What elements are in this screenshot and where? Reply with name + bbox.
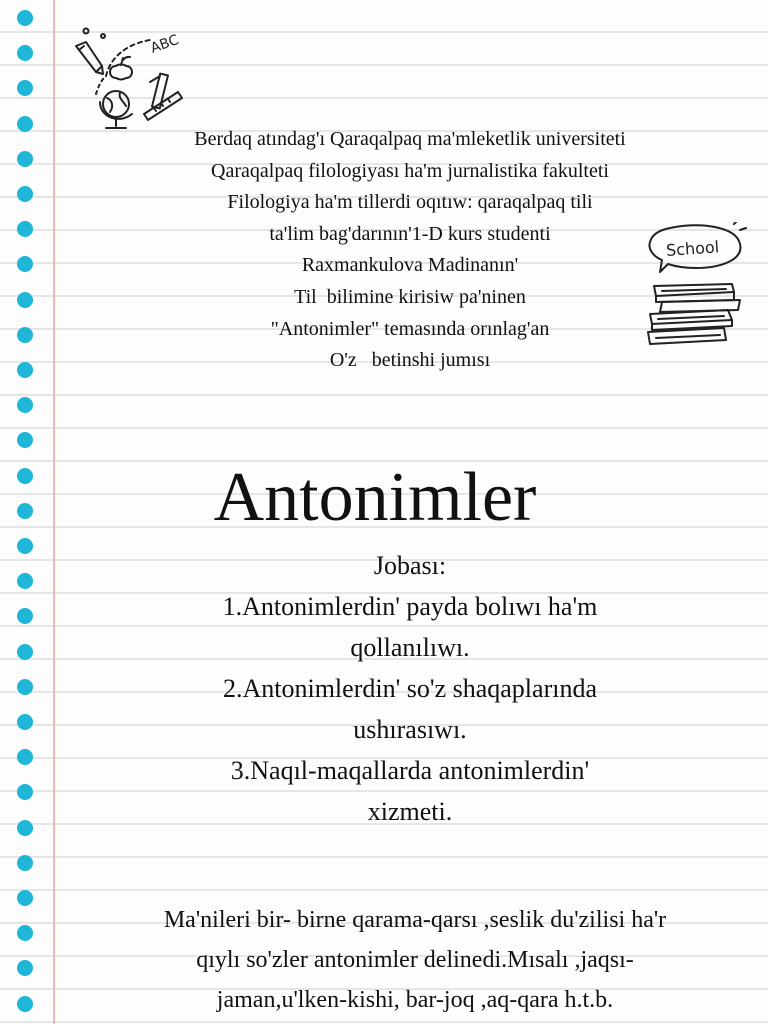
binding-hole	[17, 292, 33, 308]
binding-hole	[17, 538, 33, 554]
binding-hole	[17, 925, 33, 941]
binding-holes	[17, 0, 37, 1024]
header-line: Filologiya ha'm tillerdi oqıtıw: qaraqalpaq tili	[227, 191, 593, 214]
header-block	[110, 124, 710, 377]
globe-icon	[100, 91, 132, 128]
body-line: Ma'nileri bir- birne qarama-qarsı ,seslik du'zilisi ha'r	[163, 907, 667, 933]
binding-hole	[17, 362, 33, 378]
school-label: School	[665, 237, 720, 260]
binding-hole	[17, 432, 33, 448]
header-line: Til bilimine kirisiw pa'ninen	[294, 285, 526, 308]
page-title: Antonimler	[213, 459, 537, 536]
plan-heading: Jobası:	[373, 551, 447, 580]
ruler-icon	[144, 74, 182, 120]
binding-hole	[17, 714, 33, 730]
binding-hole	[17, 397, 33, 413]
plan-line: qollanılıwı.	[350, 633, 470, 662]
binding-hole	[17, 327, 33, 343]
header-line: "Antonimler" temasında orınlag'an	[270, 317, 550, 340]
binding-hole	[17, 503, 33, 519]
binding-hole	[17, 186, 33, 202]
binding-hole	[17, 820, 33, 836]
plan-line: xizmeti.	[367, 797, 453, 826]
binding-hole	[17, 468, 33, 484]
body-line: qıylı so'zler antonimler delinedi.Mısalı ,jaqsı-	[196, 947, 634, 973]
pencil-icon	[76, 42, 103, 74]
binding-hole	[17, 644, 33, 660]
margin-line	[53, 0, 55, 1024]
plan-line: 2.Antonimlerdin' so'z shaqaplarında	[222, 674, 597, 703]
binding-hole	[17, 256, 33, 272]
binding-hole	[17, 749, 33, 765]
binding-hole	[17, 855, 33, 871]
plan-line: 1.Antonimlerdin' payda bolıwı ha'm	[222, 592, 598, 621]
binding-hole	[17, 996, 33, 1012]
binding-hole	[17, 608, 33, 624]
abc-label: ABC	[148, 31, 182, 57]
plan-block	[150, 545, 670, 832]
binding-hole	[17, 10, 33, 26]
plan-line: ushırasıwı.	[353, 715, 467, 744]
binding-hole	[17, 151, 33, 167]
body-paragraph	[70, 900, 760, 1020]
binding-hole	[17, 960, 33, 976]
school-doodle-icon	[70, 22, 190, 134]
header-line: ta'lim bag'darının'1-D kurs studenti	[269, 222, 551, 245]
header-line: Raxmankulova Madinanın'	[301, 254, 519, 277]
plan-line: 3.Naqıl-maqallarda antonimlerdin'	[230, 756, 590, 785]
binding-hole	[17, 679, 33, 695]
header-line: Qaraqalpaq filologiyası ha'm jurnalistika fakulteti	[211, 159, 609, 182]
header-line: Berdaq atındag'ı Qaraqalpaq ma'mleketlik universiteti	[194, 128, 626, 150]
binding-hole	[17, 116, 33, 132]
binding-hole	[17, 573, 33, 589]
binding-hole	[17, 784, 33, 800]
binding-hole	[17, 80, 33, 96]
binding-hole	[17, 45, 33, 61]
body-line: jaman,u'lken-kishi, bar-joq ,aq-qara h.t.b.	[216, 987, 614, 1013]
header-line: O'z betinshi jumısı	[329, 349, 491, 372]
binding-hole	[17, 221, 33, 237]
binding-hole	[17, 890, 33, 906]
